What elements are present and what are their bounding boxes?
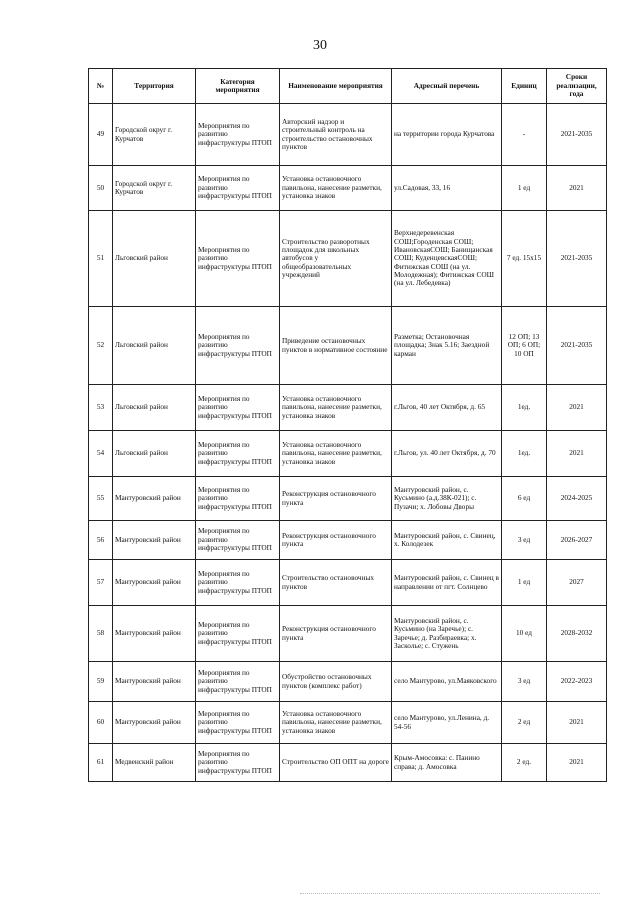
years-cell: 2021 [547, 385, 607, 431]
measure-name-cell: Строительство ОП ОПТ на дороге [280, 744, 392, 782]
units-cell: 3 ед [502, 521, 547, 560]
category-cell: Мероприятия по развитию инфраструктуры ПТОП [196, 744, 280, 782]
address-cell: Разметка; Остановочная площадка; Знак 5.16; Заездной карман [392, 307, 502, 385]
units-cell: 1ед. [502, 385, 547, 431]
units-cell: - [502, 104, 547, 166]
address-cell: г.Льгов, ул. 40 лет Октября, д. 70 [392, 431, 502, 477]
category-cell: Мероприятия по развитию инфраструктуры ПТОП [196, 606, 280, 662]
footer-scan-artifact [300, 893, 600, 895]
category-cell: Мероприятия по развитию инфраструктуры ПТОП [196, 104, 280, 166]
row-number: 50 [89, 166, 113, 211]
row-number: 54 [89, 431, 113, 477]
units-cell: 1 ед [502, 560, 547, 606]
measure-name-cell: Строительство остановочных пунктов [280, 560, 392, 606]
address-cell: Верхнедеревенская СОШ;Городенская СОШ; ИвановскаяСОШ; Банищанская СОШ; КуденцевскаяСОШ; Фитижская СОШ (на ул. Молодежная); Фитижская СОШ (на ул. Лебедевка) [392, 211, 502, 307]
address-cell: Мантуровский район, с. Свинец, х. Колодезек [392, 521, 502, 560]
table-row [89, 385, 607, 431]
measure-name-cell: Приведение остановочных пунктов в нормативное состояние [280, 307, 392, 385]
territory-cell: Льговский район [113, 211, 196, 307]
territory-cell: Городской округ г. Курчатов [113, 166, 196, 211]
header-number: № [89, 69, 113, 104]
row-number: 49 [89, 104, 113, 166]
years-cell: 2026-2027 [547, 521, 607, 560]
measure-name-cell: Установка остановочного павильона, нанесение разметки, установка знаков [280, 385, 392, 431]
units-cell: 3 ед [502, 662, 547, 702]
row-number: 56 [89, 521, 113, 560]
header-address-list: Адресный перечень [392, 69, 502, 104]
table-row [89, 477, 607, 521]
territory-cell: Мантуровский район [113, 560, 196, 606]
measure-name-cell: Установка остановочного павильона, нанесение разметки, установка знаков [280, 166, 392, 211]
category-cell: Мероприятия по развитию инфраструктуры ПТОП [196, 385, 280, 431]
years-cell: 2021-2035 [547, 307, 607, 385]
address-cell: Крым-Амосовка: с. Панино справа; д. Амосовка [392, 744, 502, 782]
table-row [89, 662, 607, 702]
row-number: 58 [89, 606, 113, 662]
territory-cell: Мантуровский район [113, 662, 196, 702]
category-cell: Мероприятия по развитию инфраструктуры ПТОП [196, 307, 280, 385]
measure-name-cell: Обустройство остановочных пунктов (комплекс работ) [280, 662, 392, 702]
measure-name-cell: Реконструкция остановочного пункта [280, 606, 392, 662]
table-body [89, 104, 607, 782]
measures-table [88, 68, 607, 782]
measure-name-cell: Реконструкция остановочного пункта [280, 521, 392, 560]
units-cell: 1ед. [502, 431, 547, 477]
units-cell: 10 ед [502, 606, 547, 662]
address-cell: село Мантурово, ул.Ленина, д. 54-56 [392, 702, 502, 744]
years-cell: 2022-2023 [547, 662, 607, 702]
address-cell: Мантуровский район, с. Свинец в направлении от пгт. Солнцево [392, 560, 502, 606]
measure-name-cell: Реконструкция остановочного пункта [280, 477, 392, 521]
table-row [89, 744, 607, 782]
row-number: 59 [89, 662, 113, 702]
table-row [89, 521, 607, 560]
category-cell: Мероприятия по развитию инфраструктуры ПТОП [196, 431, 280, 477]
units-cell: 12 ОП; 13 ОП; 6 ОП; 10 ОП [502, 307, 547, 385]
territory-cell: Льговский район [113, 307, 196, 385]
units-cell: 2 ед. [502, 744, 547, 782]
category-cell: Мероприятия по развитию инфраструктуры ПТОП [196, 521, 280, 560]
years-cell: 2021 [547, 166, 607, 211]
table-row [89, 211, 607, 307]
units-cell: 2 ед [502, 702, 547, 744]
header-category: Категория мероприятия [196, 69, 280, 104]
years-cell: 2027 [547, 560, 607, 606]
territory-cell: Мантуровский район [113, 702, 196, 744]
row-number: 60 [89, 702, 113, 744]
header-implementation-years: Сроки реализации, года [547, 69, 607, 104]
units-cell: 6 ед [502, 477, 547, 521]
table-row [89, 166, 607, 211]
address-cell: на территории города Курчатова [392, 104, 502, 166]
table-row [89, 307, 607, 385]
territory-cell: Медвенский район [113, 744, 196, 782]
units-cell: 7 ед. 15x15 [502, 211, 547, 307]
address-cell: Мантуровский район, с. Кусьмино (на Заречье); с. Заречье; д. Разбираевка; х. Засколье; с. Стужень [392, 606, 502, 662]
units-cell: 1 ед [502, 166, 547, 211]
header-territory: Территория [113, 69, 196, 104]
table-row [89, 560, 607, 606]
years-cell: 2021-2035 [547, 211, 607, 307]
row-number: 53 [89, 385, 113, 431]
header-units: Единиц [502, 69, 547, 104]
row-number: 52 [89, 307, 113, 385]
header-measure-name: Наименование мероприятия [280, 69, 392, 104]
category-cell: Мероприятия по развитию инфраструктуры ПТОП [196, 211, 280, 307]
territory-cell: Городской округ г. Курчатов [113, 104, 196, 166]
table-row [89, 104, 607, 166]
address-cell: ул.Садовая, 33, 16 [392, 166, 502, 211]
table-row [89, 431, 607, 477]
years-cell: 2021 [547, 431, 607, 477]
territory-cell: Льговский район [113, 385, 196, 431]
years-cell: 2021 [547, 744, 607, 782]
category-cell: Мероприятия по развитию инфраструктуры ПТОП [196, 477, 280, 521]
category-cell: Мероприятия по развитию инфраструктуры ПТОП [196, 560, 280, 606]
row-number: 51 [89, 211, 113, 307]
address-cell: г.Льгов, 40 лет Октября, д. 65 [392, 385, 502, 431]
territory-cell: Льговский район [113, 431, 196, 477]
years-cell: 2021-2035 [547, 104, 607, 166]
page-number: 30 [313, 38, 327, 53]
category-cell: Мероприятия по развитию инфраструктуры ПТОП [196, 702, 280, 744]
measure-name-cell: Авторский надзор и строительный контроль на строительство остановочных пунктов [280, 104, 392, 166]
territory-cell: Мантуровский район [113, 477, 196, 521]
measure-name-cell: Строительство разворотных площадок для школьных автобусов у общеобразовательных учреждений [280, 211, 392, 307]
territory-cell: Мантуровский район [113, 606, 196, 662]
row-number: 57 [89, 560, 113, 606]
address-cell: Мантуровский район, с. Кусьмино (а.д.38К-021); с. Пузачи; х. Лобовы Дворы [392, 477, 502, 521]
years-cell: 2028-2032 [547, 606, 607, 662]
territory-cell: Мантуровский район [113, 521, 196, 560]
table-header-row [89, 69, 607, 104]
table-row [89, 606, 607, 662]
table-row [89, 702, 607, 744]
row-number: 61 [89, 744, 113, 782]
years-cell: 2021 [547, 702, 607, 744]
address-cell: село Мантурово, ул.Маяковского [392, 662, 502, 702]
category-cell: Мероприятия по развитию инфраструктуры ПТОП [196, 166, 280, 211]
years-cell: 2024-2025 [547, 477, 607, 521]
measure-name-cell: Установка остановочного павильона, нанесение разметки, установка знаков [280, 431, 392, 477]
category-cell: Мероприятия по развитию инфраструктуры ПТОП [196, 662, 280, 702]
row-number: 55 [89, 477, 113, 521]
measure-name-cell: Установка остановочного павильона, нанесение разметки, установка знаков [280, 702, 392, 744]
